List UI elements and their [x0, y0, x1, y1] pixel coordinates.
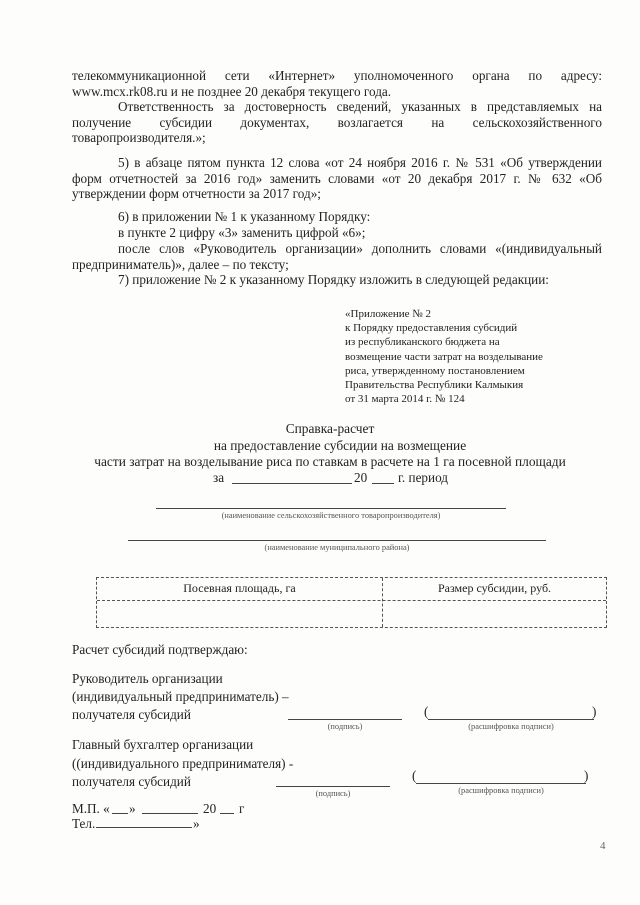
head-signature-caption: (подпись) — [327, 722, 363, 731]
form-subtitle: на предоставление субсидии на возмещение — [213, 438, 467, 453]
appendix-line: возмещение части затрат на возделывание — [345, 350, 543, 363]
accountant-decode-caption: (расшифровка подписи) — [458, 786, 544, 795]
form-title: Справка-расчет — [285, 421, 375, 436]
period-label: г. период — [398, 470, 448, 485]
head-paren-close: ) — [592, 704, 597, 719]
head-line-3: получателя субсидий — [72, 707, 191, 722]
paragraph-item-7: 7) приложение № 2 к указанному Порядку изложить в следующей редакции: — [118, 272, 549, 287]
mp-year-blank[interactable] — [220, 813, 234, 814]
appendix-line: от 31 марта 2014 г. № 124 — [345, 393, 465, 406]
head-decode-blank[interactable] — [428, 719, 594, 720]
paragraph-item-6-digit: в пункте 2 цифру «3» заменить цифрой «6»; — [118, 225, 366, 240]
form-subtitle-2: части затрат на возделывание риса по ставкам в расчете на 1 га посевной площади — [94, 454, 566, 469]
producer-caption: (наименование сельскохозяйственного товаропроизводителя) — [221, 511, 441, 520]
district-caption: (наименование муниципального района) — [264, 543, 410, 552]
tel-label: Тел. — [72, 816, 96, 831]
mp-month-blank[interactable] — [142, 813, 198, 814]
head-line-2: (индивидуальный предприниматель) – — [72, 689, 289, 704]
mp-year: 20 — [203, 801, 217, 816]
table-cell-subsidy[interactable] — [383, 601, 606, 627]
period-za: за — [213, 470, 225, 485]
district-blank[interactable] — [128, 540, 546, 541]
paragraph-item-6: 6) в приложении № 1 к указанному Порядку: — [118, 209, 371, 224]
accountant-line-1: Главный бухгалтер организации — [72, 737, 254, 752]
appendix-line: из республиканского бюджета на — [345, 336, 500, 349]
accountant-line-3: получателя субсидий — [72, 774, 191, 789]
table-header-subsidy: Размер субсидии, руб. — [437, 581, 552, 595]
mp-label: М.П. « — [72, 801, 110, 816]
appendix-line: Правительства Республики Калмыкия — [345, 379, 524, 392]
table-header-area: Посевная площадь, га — [183, 581, 296, 595]
accountant-paren-close: ) — [584, 768, 589, 783]
appendix-line: «Приложение № 2 — [345, 308, 432, 320]
period-year: 20 — [354, 470, 368, 485]
table-cell-area[interactable] — [97, 601, 382, 627]
mp-day-blank[interactable] — [112, 813, 128, 814]
tel-end: » — [193, 816, 200, 831]
subsidy-table — [96, 577, 607, 628]
paragraph-internet: телекоммуникационной сети «Интернет» уполномоченного органа по адресу: www.mcx.rk08.ru и не позднее 20 декабря текущего года. — [72, 68, 602, 99]
accountant-decode-blank[interactable] — [416, 783, 586, 784]
accountant-signature-blank[interactable] — [276, 786, 390, 787]
appendix-line: к Порядку предоставления субсидий — [345, 322, 518, 335]
head-decode-caption: (расшифровка подписи) — [468, 722, 554, 731]
producer-blank[interactable] — [156, 508, 506, 509]
confirm-label: Расчет субсидий подтверждаю: — [72, 642, 248, 657]
appendix-heading — [345, 307, 605, 406]
tel-blank[interactable] — [96, 827, 192, 828]
accountant-paren-open: ( — [412, 768, 417, 783]
paragraph-item-5: 5) в абзаце пятом пункта 12 слова «от 24 ноября 2016 г. № 531 «Об утверждении форм отчетностей за 2016 год» заменить словами «от 20 декабря 2017 г. № 632 «Об утверждении форм отчетности за 2017 год»; — [72, 155, 602, 202]
page-number: 4 — [600, 840, 606, 852]
mp-quote-close: » — [129, 801, 136, 816]
head-line-1: Руководитель организации — [72, 671, 223, 686]
paragraph-item-6-words: после слов «Руководитель организации» дополнить словами «(индивидуальный предприниматель)», далее – по тексту; — [72, 241, 602, 272]
head-signature-blank[interactable] — [288, 719, 402, 720]
paragraph-responsibility: Ответственность за достоверность сведений, указанных в представляемых на получение субсидии документах, возлагается на сельскохозяйственного товаропроизводителя.»; — [72, 99, 602, 146]
appendix-line: риса, утвержденному постановлением — [345, 364, 525, 377]
period-year-blank[interactable] — [372, 483, 394, 484]
period-blank[interactable] — [232, 483, 352, 484]
head-paren-open: ( — [424, 704, 429, 719]
accountant-signature-caption: (подпись) — [315, 789, 351, 798]
accountant-line-2: ((индивидуального предпринимателя) - — [72, 756, 294, 771]
mp-g: г — [239, 801, 245, 816]
